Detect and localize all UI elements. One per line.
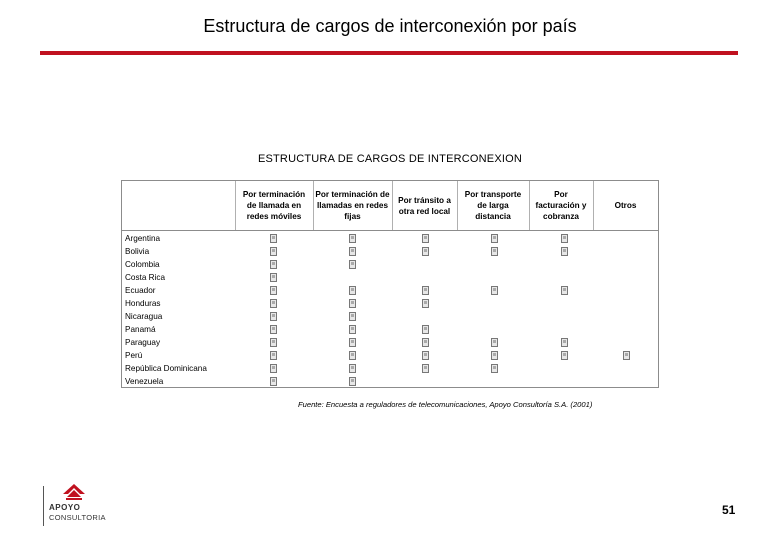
check-mark-icon — [491, 247, 498, 256]
check-mark-icon — [349, 234, 356, 243]
logo-line1: APOYO — [49, 503, 81, 512]
check-mark-icon — [561, 351, 568, 360]
table-title: ESTRUCTURA DE CARGOS DE INTERCONEXION — [257, 153, 523, 165]
column-header: Por terminación de llamada en redes móviles — [242, 190, 306, 221]
logo-bar — [43, 486, 44, 526]
check-mark-icon — [623, 351, 630, 360]
country-label: Panamá — [125, 325, 156, 334]
header-separator — [122, 230, 658, 231]
interconnection-table — [121, 180, 659, 388]
check-mark-icon — [270, 325, 277, 334]
check-mark-icon — [349, 338, 356, 347]
check-mark-icon — [561, 247, 568, 256]
source-note: Fuente: Encuesta a reguladores de telecomunicaciones, Apoyo Consultoría S.A. (2001) — [298, 400, 593, 409]
page-title: Estructura de cargos de interconexión por país — [203, 16, 577, 36]
country-label: Venezuela — [125, 377, 164, 386]
country-label: Colombia — [125, 260, 160, 269]
check-mark-icon — [270, 377, 277, 386]
check-mark-icon — [349, 377, 356, 386]
apoyo-logo — [43, 484, 109, 528]
check-mark-icon — [270, 338, 277, 347]
check-mark-icon — [270, 260, 277, 269]
check-mark-icon — [422, 338, 429, 347]
check-mark-icon — [270, 364, 277, 373]
check-mark-icon — [349, 312, 356, 321]
check-mark-icon — [491, 286, 498, 295]
check-mark-icon — [270, 234, 277, 243]
title-divider — [40, 51, 738, 55]
column-header: Por facturación y cobranza — [535, 190, 587, 221]
country-label: Honduras — [125, 299, 161, 308]
check-mark-icon — [349, 351, 356, 360]
check-mark-icon — [491, 234, 498, 243]
check-mark-icon — [349, 299, 356, 308]
country-label: Ecuador — [125, 286, 156, 295]
column-header: Por terminación de llamadas en redes fijas — [315, 190, 390, 221]
country-label: Bolivia — [125, 247, 150, 256]
country-label: Costa Rica — [125, 273, 166, 282]
check-mark-icon — [561, 234, 568, 243]
country-label: Argentina — [125, 234, 161, 243]
check-mark-icon — [491, 338, 498, 347]
page-number: 51 — [722, 503, 736, 517]
check-mark-icon — [270, 247, 277, 256]
check-mark-icon — [349, 325, 356, 334]
check-mark-icon — [422, 351, 429, 360]
check-mark-icon — [270, 286, 277, 295]
check-mark-icon — [422, 247, 429, 256]
check-mark-icon — [422, 286, 429, 295]
check-mark-icon — [422, 234, 429, 243]
country-label: Nicaragua — [125, 312, 163, 321]
logo-emblem-icon — [63, 484, 85, 502]
column-header: Por transporte de larga distancia — [464, 190, 522, 221]
check-mark-icon — [561, 286, 568, 295]
check-mark-icon — [270, 299, 277, 308]
check-mark-icon — [270, 273, 277, 282]
column-header: Por tránsito a otra red local — [398, 195, 451, 216]
country-label: Paraguay — [125, 338, 161, 347]
check-mark-icon — [422, 299, 429, 308]
check-mark-icon — [491, 364, 498, 373]
check-mark-icon — [422, 364, 429, 373]
check-mark-icon — [349, 260, 356, 269]
check-mark-icon — [561, 338, 568, 347]
check-mark-icon — [491, 351, 498, 360]
country-label: Perú — [125, 351, 143, 360]
check-mark-icon — [349, 247, 356, 256]
check-mark-icon — [349, 364, 356, 373]
check-mark-icon — [270, 312, 277, 321]
logo-line2: CONSULTORIA — [49, 513, 106, 522]
check-mark-icon — [422, 325, 429, 334]
column-header: Otros — [614, 201, 637, 210]
country-label: República Dominicana — [125, 364, 207, 373]
check-mark-icon — [270, 351, 277, 360]
check-mark-icon — [349, 286, 356, 295]
